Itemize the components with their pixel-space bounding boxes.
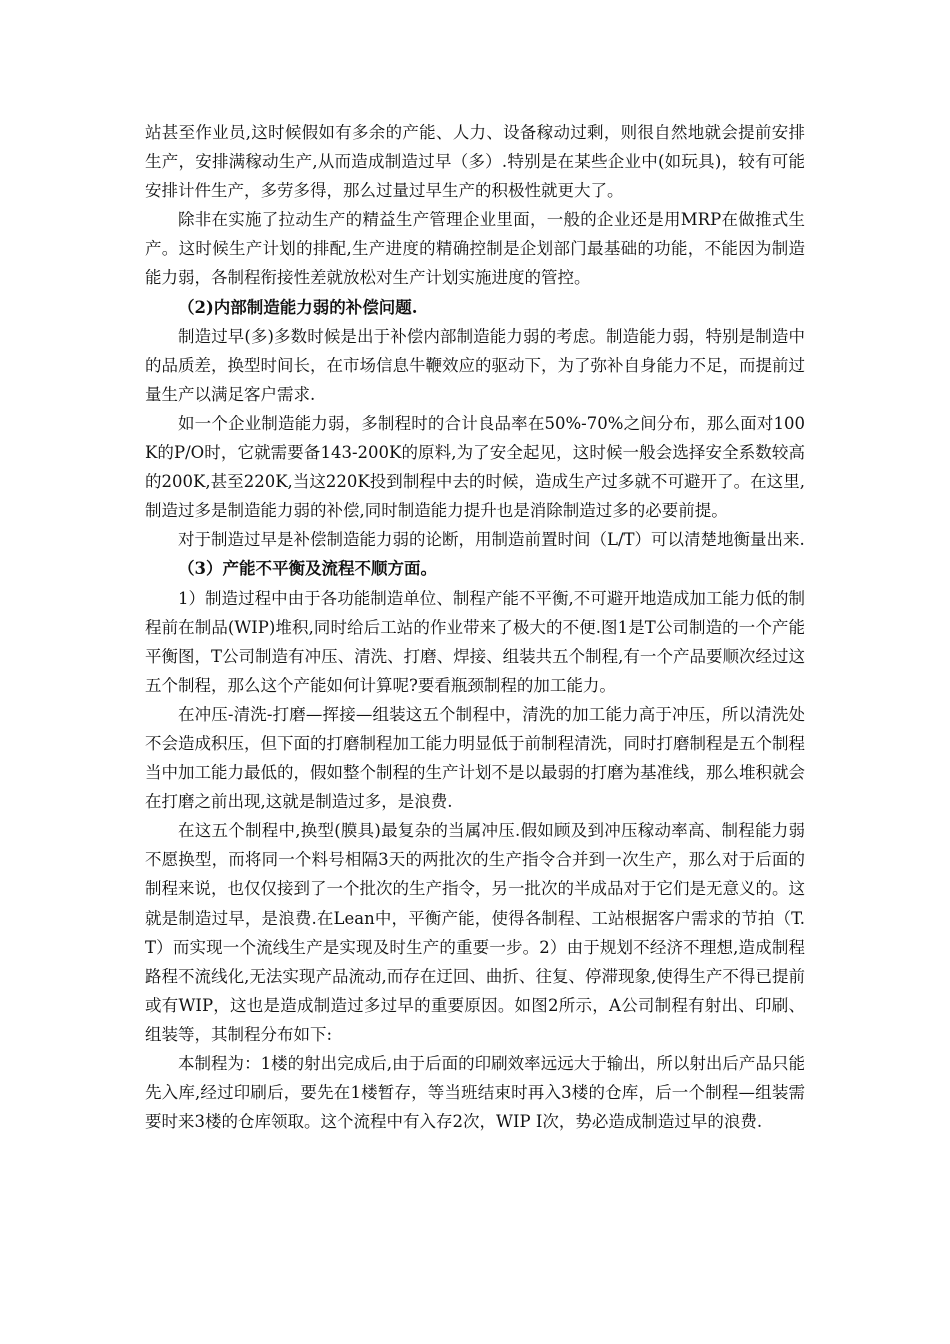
body-paragraph: 对于制造过早是补偿制造能力弱的论断，用制造前置时间（L/T）可以清楚地衡量出来. [178, 530, 805, 550]
section-heading: （2)内部制造能力弱的补偿问题. [178, 297, 418, 317]
body-paragraph: 站甚至作业员,这时候假如有多余的产能、人力、设备稼动过剩，则很自然地就会提前安排生产，安排满稼动生产,从而造成制造过早（多）.特别是在某些企业中(如玩具)，较有可能安排计件生产，多劳多得，那么过量过早生产的积极性就更大了。 [145, 123, 805, 201]
document-body [145, 118, 805, 1136]
body-paragraph: 如一个企业制造能力弱，多制程时的合计良品率在50%-70%之间分布，那么面对100K的P/O时，它就需要备143-200K的原料,为了安全起见，这时候一般会选择安全系数较高的200K,甚至220K,当这220K投到制程中去的时候，造成生产过多就不可避开了。在这里,制造过多是制造能力弱的补偿,同时制造能力提升也是消除制造过多的必要前提。 [145, 413, 805, 521]
body-paragraph: 制造过早(多)多数时候是出于补偿内部制造能力弱的考虑。制造能力弱，特别是制造中的品质差，换型时间长，在市场信息牛鞭效应的驱动下，为了弥补自身能力不足，而提前过量生产以满足客户需求. [145, 326, 805, 404]
body-paragraph: 除非在实施了拉动生产的精益生产管理企业里面，一般的企业还是用MRP在做推式生产。这时候生产计划的排配,生产进度的精确控制是企划部门最基础的功能，不能因为制造能力弱，各制程衔接性差就放松对生产计划实施进度的管控。 [145, 210, 805, 288]
body-paragraph: 在这五个制程中,换型(膜具)最复杂的当属冲压.假如顾及到冲压稼动率高、制程能力弱不愿换型，而将同一个料号相隔3天的两批次的生产指令合并到一次生产，那么对于后面的制程来说，也仅仅接到了一个批次的生产指令，另一批次的半成品对于它们是无意义的。这就是制造过早，是浪费.在Lean中，平衡产能，使得各制程、工站根据客户需求的节拍（T.T）而实现一个流线生产是实现及时生产的重要一步。2）由于规划不经济不理想,造成制程路程不流线化,无法实现产品流动,而存在迂回、曲折、往复、停滞现象,使得生产不得已提前或有WIP，这也是造成制造过多过早的重要原因。如图2所示，A公司制程有射出、印刷、组装等，其制程分布如下: [145, 821, 805, 1044]
body-paragraph: 本制程为：1楼的射出完成后,由于后面的印刷效率远远大于输出，所以射出后产品只能先入库,经过印刷后，要先在1楼暂存，等当班结束时再入3楼的仓库，后一个制程—组装需要时来3楼的仓库领取。这个流程中有入存2次，WIP I次，势必造成制造过早的浪费. [145, 1054, 805, 1132]
body-paragraph: 1）制造过程中由于各功能制造单位、制程产能不平衡,不可避开地造成加工能力低的制程前在制品(WIP)堆积,同时给后工站的作业带来了极大的不便.图1是T公司制造的一个产能平衡图，T公司制造有冲压、清洗、打磨、焊接、组装共五个制程,有一个产品要顺次经过这五个制程，那么这个产能如何计算呢?要看瓶颈制程的加工能力。 [145, 588, 805, 695]
section-heading: （3）产能不平衡及流程不顺方面。 [178, 559, 437, 579]
body-paragraph: 在冲压-清洗-打磨—挥接—组装这五个制程中，清洗的加工能力高于冲压，所以清洗处不会造成积压，但下面的打磨制程加工能力明显低于前制程清洗，同时打磨制程是五个制程当中加工能力最低的，假如整个制程的生产计划不是以最弱的打磨为基准线，那么堆积就会在打磨之前出现,这就是制造过多，是浪费. [145, 704, 805, 812]
